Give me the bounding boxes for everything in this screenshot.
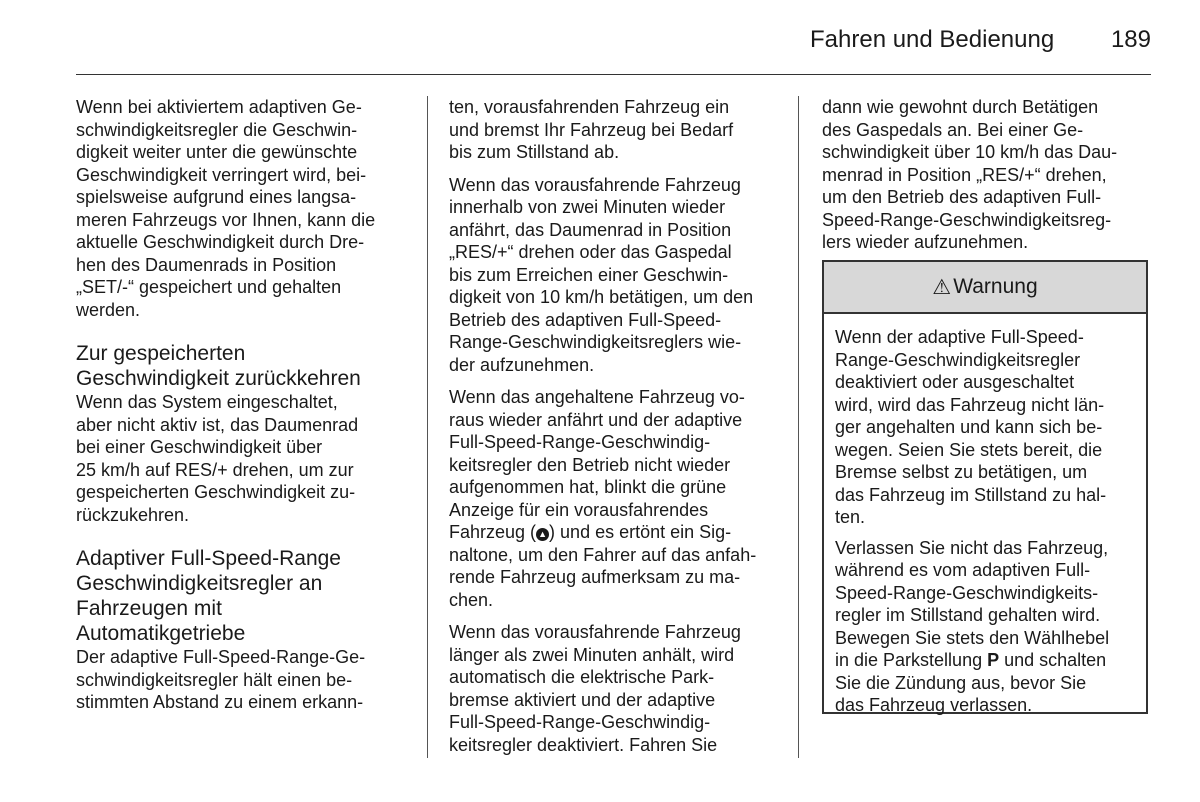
text-line: gespeicherten Geschwindigkeit zu- bbox=[76, 482, 356, 502]
text-line: ten, vorausfahrenden Fahrzeug ein bbox=[449, 97, 730, 117]
column-2 bbox=[449, 96, 783, 766]
paragraph bbox=[76, 646, 416, 714]
text-line: Betrieb des adaptiven Full-Speed- bbox=[449, 309, 722, 330]
text-line: Wenn das angehaltene Fahrzeug vo- bbox=[449, 387, 745, 407]
text-line: Verlassen Sie nicht das Fahrzeug, bbox=[835, 537, 1109, 558]
text-line: rückzukehren. bbox=[76, 504, 190, 525]
paragraph-lines bbox=[835, 537, 1136, 650]
text-line: Wenn der adaptive Full-Speed- bbox=[835, 327, 1084, 347]
text-line: Anzeige für ein vorausfahrendes bbox=[449, 499, 709, 520]
text-line: werden. bbox=[76, 299, 141, 320]
text-line: Adaptiver Full-Speed-Range bbox=[76, 547, 341, 570]
column-1 bbox=[76, 96, 416, 724]
text-line: Zur gespeicherten bbox=[76, 342, 246, 365]
text-line: Sie die Zündung aus, bevor Sie bbox=[835, 672, 1087, 693]
text-line: Geschwindigkeitsregler an bbox=[76, 572, 323, 595]
inline-text: ) und es ertönt ein Sig- bbox=[549, 522, 732, 542]
text-line: „RES/+“ drehen oder das Gaspedal bbox=[449, 242, 732, 262]
text-line: 25 km/h auf RES/+ drehen, um zur bbox=[76, 459, 354, 480]
text-line: Speed-Range-Geschwindigkeitsreg- bbox=[822, 209, 1112, 230]
text-line: keitsregler deaktiviert. Fahren Sie bbox=[449, 734, 718, 755]
text-line: lers wieder aufzunehmen. bbox=[822, 232, 1029, 252]
text-line: chen. bbox=[449, 589, 494, 610]
paragraph bbox=[449, 621, 783, 756]
warning-triangle-icon: ⚠ bbox=[932, 275, 952, 299]
paragraph bbox=[449, 174, 783, 377]
text-line: ten. bbox=[835, 507, 866, 527]
inline-text: und schalten bbox=[999, 650, 1107, 670]
text-line: Range-Geschwindigkeitsregler bbox=[835, 349, 1081, 370]
text-line: aktuelle Geschwindigkeit durch Dre- bbox=[76, 232, 365, 252]
text-line: wegen. Seien Sie stets bereit, die bbox=[835, 439, 1103, 460]
text-line: bremse aktiviert und der adaptive bbox=[449, 689, 716, 710]
text-line: stimmten Abstand zu einem erkann- bbox=[76, 692, 364, 712]
text-line: deaktiviert oder ausgeschaltet bbox=[835, 372, 1075, 392]
text-line: spielsweise aufgrund eines langsa- bbox=[76, 187, 357, 207]
text-line: Wenn bei aktiviertem adaptiven Ge- bbox=[76, 97, 362, 117]
text-line: innerhalb von zwei Minuten wieder bbox=[449, 197, 726, 217]
text-line: ger angehalten und kann sich be- bbox=[835, 417, 1103, 437]
paragraph bbox=[76, 391, 416, 526]
text-line: wird, wird das Fahrzeug nicht län- bbox=[835, 394, 1105, 415]
page-number: 189 bbox=[1110, 26, 1151, 53]
text-line: Full-Speed-Range-Geschwindig- bbox=[449, 432, 711, 452]
front-vehicle-indicator-icon: ▲ bbox=[536, 528, 549, 541]
text-line: regler im Stillstand gehalten wird. bbox=[835, 605, 1101, 625]
text-line: Wenn das System eingeschaltet, bbox=[76, 392, 338, 412]
text-line: aufgenommen hat, blinkt die grüne bbox=[449, 477, 727, 497]
text-line: Bewegen Sie stets den Wählhebel bbox=[835, 627, 1110, 648]
text-line: der aufzunehmen. bbox=[449, 354, 595, 375]
text-line: digkeit von 10 km/h betätigen, um den bbox=[449, 287, 754, 307]
text-line: Der adaptive Full-Speed-Range-Ge- bbox=[76, 647, 366, 667]
text-line: menrad in Position „RES/+“ drehen, bbox=[822, 164, 1107, 185]
text-line: Fahrzeugen mit bbox=[76, 597, 222, 620]
section-heading bbox=[76, 341, 416, 391]
warning-body bbox=[824, 314, 1146, 717]
text-line: Range-Geschwindigkeitsreglers wie- bbox=[449, 332, 742, 352]
text-line: aber nicht aktiv ist, das Daumenrad bbox=[76, 414, 359, 435]
header-divider bbox=[76, 74, 1151, 75]
text-line: um den Betrieb des adaptiven Full- bbox=[822, 187, 1102, 207]
text-line: keitsregler den Betrieb nicht wieder bbox=[449, 454, 731, 475]
text-line: schwindigkeit über 10 km/h das Dau- bbox=[822, 142, 1118, 162]
park-position-label: P bbox=[987, 650, 1000, 670]
text-line: und bremst Ihr Fahrzeug bei Bedarf bbox=[449, 119, 734, 140]
text-line: Bremse selbst zu betätigen, um bbox=[835, 462, 1088, 482]
text-line: hen des Daumenrads in Position bbox=[76, 254, 337, 275]
text-line: schwindigkeitsregler hält einen be- bbox=[76, 669, 353, 690]
text-line: dann wie gewohnt durch Betätigen bbox=[822, 97, 1099, 117]
warning-box bbox=[822, 260, 1148, 714]
text-line: rende Fahrzeug aufmerksam zu ma- bbox=[449, 567, 741, 587]
text-line: naltone, um den Fahrer auf das anfah- bbox=[449, 544, 757, 565]
text-line: bei einer Geschwindigkeit über bbox=[76, 437, 323, 457]
text-line: automatisch die elektrische Park- bbox=[449, 667, 715, 687]
text-line: Geschwindigkeit zurückkehren bbox=[76, 367, 361, 390]
text-line: das Fahrzeug verlassen. bbox=[835, 695, 1033, 715]
paragraph bbox=[449, 96, 783, 164]
text-line: bis zum Stillstand ab. bbox=[449, 142, 620, 162]
text-line: das Fahrzeug im Stillstand zu hal- bbox=[835, 484, 1107, 505]
text-line: Wenn das vorausfahrende Fahrzeug bbox=[449, 622, 741, 642]
column-3 bbox=[822, 96, 1152, 264]
column-divider bbox=[427, 96, 428, 758]
warning-header bbox=[824, 262, 1146, 314]
paragraph-lines bbox=[835, 672, 1136, 717]
inline-text: Fahrzeug ( bbox=[449, 522, 537, 542]
paragraph bbox=[822, 96, 1152, 254]
text-line: bis zum Erreichen einer Geschwin- bbox=[449, 264, 729, 285]
text-line: raus wieder anfährt und der adaptive bbox=[449, 409, 743, 430]
paragraph-lines bbox=[449, 544, 783, 612]
page-header-title: Fahren und Bedienung bbox=[810, 26, 1055, 53]
paragraph-lines bbox=[449, 386, 783, 521]
section-heading bbox=[76, 546, 416, 646]
text-line: Wenn das vorausfahrende Fahrzeug bbox=[449, 174, 741, 195]
text-line: anfährt, das Daumenrad in Position bbox=[449, 219, 732, 240]
text-line: schwindigkeitsregler die Geschwin- bbox=[76, 119, 358, 140]
text-line: länger als zwei Minuten anhält, wird bbox=[449, 644, 735, 665]
text-line: digkeit weiter unter die gewünschte bbox=[76, 142, 358, 162]
paragraph bbox=[76, 96, 416, 321]
text-line: „SET/-“ gespeichert und gehalten bbox=[76, 277, 342, 297]
text-line: meren Fahrzeugs vor Ihnen, kann die bbox=[76, 209, 376, 230]
warning-title: Warnung bbox=[953, 275, 1038, 298]
text-line: Full-Speed-Range-Geschwindig- bbox=[449, 712, 711, 732]
text-line: während es vom adaptiven Full- bbox=[835, 560, 1091, 580]
text-line: Automatikgetriebe bbox=[76, 622, 246, 645]
text-line: Geschwindigkeit verringert wird, bei- bbox=[76, 164, 367, 185]
column-divider bbox=[798, 96, 799, 758]
paragraph bbox=[835, 326, 1136, 529]
paragraph bbox=[449, 386, 783, 611]
inline-text: in die Parkstellung bbox=[835, 650, 988, 670]
paragraph bbox=[835, 537, 1136, 717]
text-line: des Gaspedals an. Bei einer Ge- bbox=[822, 119, 1084, 140]
text-line: Speed-Range-Geschwindigkeits- bbox=[835, 582, 1099, 603]
